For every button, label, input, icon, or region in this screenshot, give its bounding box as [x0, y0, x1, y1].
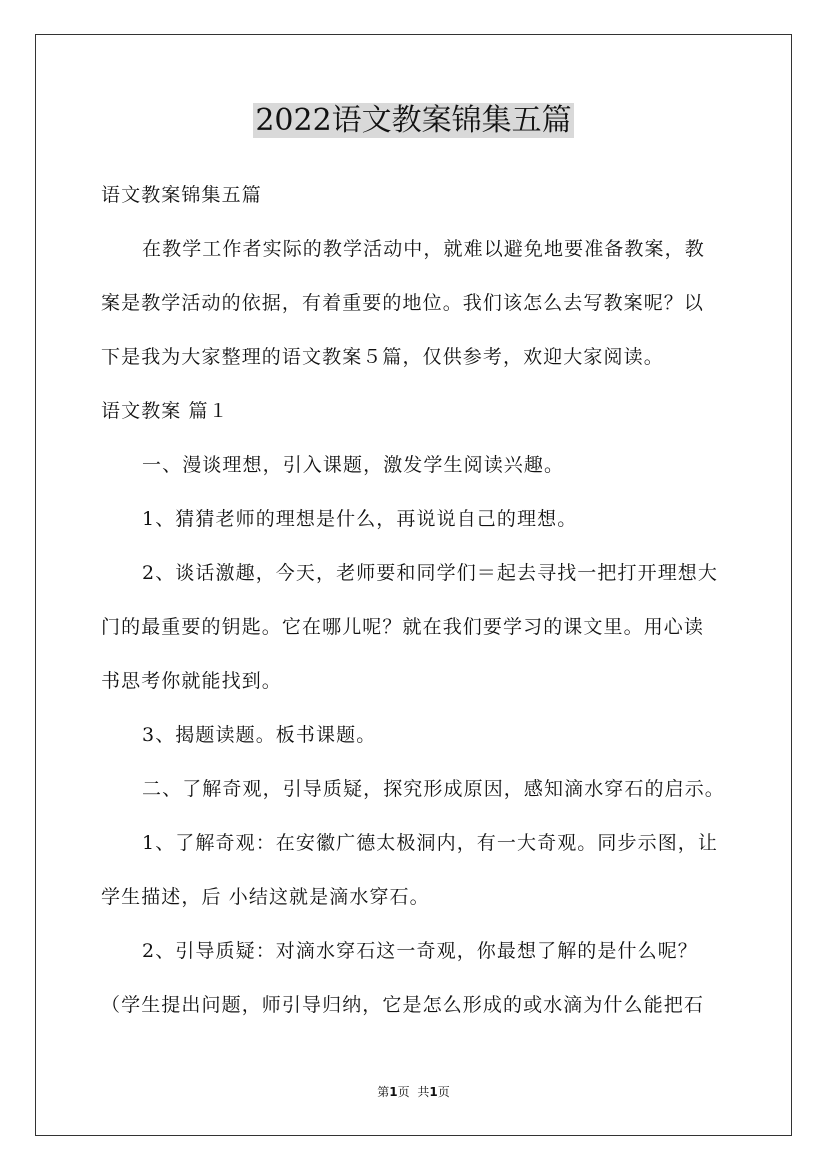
paragraph-line: 书思考你就能找到。 [101, 670, 282, 692]
paragraph-line: 语文教案 篇１ [101, 400, 229, 422]
document-title-container [0, 100, 827, 142]
paragraph-line: 下是我为大家整理的语文教案５篇，仅供参考，欢迎大家阅读。 [101, 346, 664, 368]
paragraph-line: 二、了解奇观，引导质疑，探究形成原因，感知滴水穿石的启示。 [142, 778, 725, 800]
paragraph-line: 学生描述，后 小结这就是滴水穿石。 [101, 886, 430, 908]
footer-total-suffix: 页 [437, 1085, 450, 1099]
footer-page-suffix: 页 [397, 1085, 410, 1099]
paragraph-line: 2、引导质疑：对滴水穿石这一奇观，你最想了解的是什么呢？ [142, 940, 698, 962]
document-body [101, 168, 741, 1032]
footer-total-prefix: 共 [417, 1085, 430, 1099]
document-title: 2022语文教案锦集五篇 [255, 103, 572, 138]
paragraph-line: 在教学工作者实际的教学活动中，就难以避免地要准备教案，教 [142, 238, 705, 260]
paragraph-line: 案是教学活动的依据，有着重要的地位。我们该怎么去写教案呢？以 [101, 292, 705, 314]
paragraph-line: 1、了解奇观：在安徽广德太极洞内，有一大奇观。同步示图，让 [142, 832, 718, 854]
paragraph-line: 语文教案锦集五篇 [101, 184, 262, 206]
paragraph-line: 3、揭题读题。板书课题。 [142, 724, 377, 746]
footer-page-prefix: 第 [377, 1085, 390, 1099]
paragraph-line: 2、谈话激趣，今天，老师要和同学们＝起去寻找一把打开理想大 [142, 562, 718, 584]
paragraph-line: 1、猜猜老师的理想是什么，再说说自己的理想。 [142, 508, 578, 530]
paragraph-line: 一、漫谈理想，引入课题，激发学生阅读兴趣。 [142, 454, 565, 476]
footer-total-number: 1 [429, 1085, 438, 1099]
page-footer [0, 1083, 827, 1100]
paragraph-line: （学生提出问题，师引导归纳，它是怎么形成的或水滴为什么能把石 [101, 994, 705, 1016]
paragraph-line: 门的最重要的钥匙。它在哪儿呢？就在我们要学习的课文里。用心读 [101, 616, 705, 638]
footer-page-number: 1 [389, 1085, 398, 1099]
